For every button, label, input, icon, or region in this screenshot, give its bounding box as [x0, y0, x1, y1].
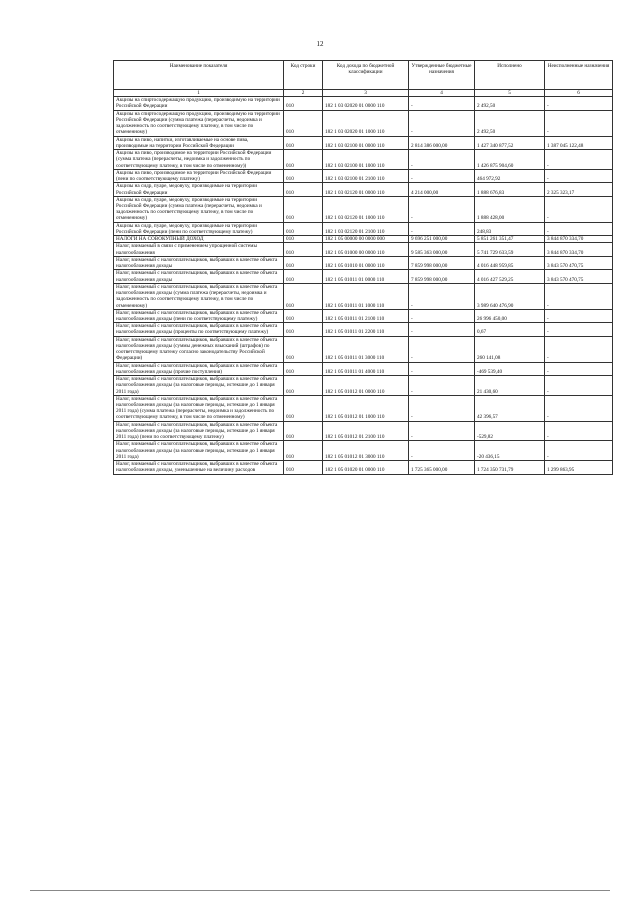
cell-unexecuted: 3 844 870 334,70: [545, 236, 613, 243]
cell-unexecuted: -: [545, 421, 613, 441]
cell-code: 010: [284, 196, 323, 222]
table-row: [114, 97, 613, 110]
cell-kbk: 182 1 03 02120 01 2100 110: [323, 222, 409, 235]
cell-kbk: 182 1 05 01011 01 0000 110: [323, 270, 409, 283]
cell-executed: 2 492,50: [475, 97, 545, 110]
cell-executed: 21 430,60: [475, 376, 545, 396]
cell-kbk: 182 1 05 00000 00 0000 000: [323, 236, 409, 243]
cell-kbk: 182 1 03 02020 01 1000 110: [323, 110, 409, 136]
cell-executed: 1 888 428,00: [475, 196, 545, 222]
cell-name: Налог, взимаемый с налогоплательщиков, выбравших в качестве объекта налогообложения доходы (суммы денежных взысканий (штрафов) по соответствующему платежу согласно законодательству Российской Федерации): [114, 336, 284, 362]
cell-approved: 2 814 386 000,00: [409, 136, 475, 149]
cell-code: 010: [284, 441, 323, 461]
cell-name: Налог, взимаемый в связи с применением упрощенной системы налогообложения: [114, 243, 284, 256]
cell-code: 010: [284, 110, 323, 136]
cell-code: 010: [284, 150, 323, 170]
table-row: [114, 309, 613, 322]
cell-unexecuted: 1 387 045 122,48: [545, 136, 613, 149]
cell-approved: -: [409, 395, 475, 421]
cell-executed: 1 427 340 877,52: [475, 136, 545, 149]
cell-name: Налог, взимаемый с налогоплательщиков, выбравших в качестве объекта налогообложения доходы (за налоговые периоды, истекшие до 1 января 2011 года) (сумма платежа (перерасчеты, недоимка и задолженность по соответствующему платежу, в том числе по отмененному): [114, 395, 284, 421]
cell-approved: -: [409, 97, 475, 110]
cell-kbk: 182 1 05 01012 01 0000 110: [323, 376, 409, 396]
cell-unexecuted: -: [545, 376, 613, 396]
cell-executed: 248,83: [475, 222, 545, 235]
cell-name: Налог, взимаемый с налогоплательщиков, выбравших в качестве объекта налогообложения доходы (пени по соответствующему платежу): [114, 309, 284, 322]
table-row: [114, 283, 613, 309]
cell-unexecuted: 3 843 570 470,75: [545, 256, 613, 269]
cell-executed: 2 492,50: [475, 110, 545, 136]
table-row: [114, 196, 613, 222]
footer-divider: [30, 890, 610, 891]
cell-name: Налог, взимаемый с налогоплательщиков, выбравших в качестве объекта налогообложения доходы (за налоговые периоды, истекшие до 1 января 2011 года): [114, 441, 284, 461]
table-row: [114, 169, 613, 182]
table-row: [114, 150, 613, 170]
table-row: [114, 256, 613, 269]
column-number: 4: [409, 90, 475, 97]
cell-executed: 4 016 448 959,85: [475, 256, 545, 269]
cell-kbk: 182 1 05 01011 01 1000 110: [323, 283, 409, 309]
header-line-code: Код строки: [284, 61, 323, 90]
table-row: [114, 183, 613, 196]
cell-kbk: 182 1 03 02120 01 0000 110: [323, 183, 409, 196]
cell-unexecuted: 3 843 570 470,75: [545, 270, 613, 283]
cell-name: Акцизы на спиртосодержащую продукцию, производимую на территории Российской Федерации (сумма платежа (перерасчеты, недоимка и задолженность по соответствующему платежу, в том числе по отмененному): [114, 110, 284, 136]
cell-executed: 42 396,57: [475, 395, 545, 421]
cell-unexecuted: 2 325 323,17: [545, 183, 613, 196]
cell-unexecuted: -: [545, 150, 613, 170]
cell-unexecuted: -: [545, 441, 613, 461]
table-row: [114, 110, 613, 136]
page-number: 12: [316, 40, 324, 48]
cell-executed: 1 724 350 731,79: [475, 461, 545, 474]
cell-executed: 3 989 640 476,90: [475, 283, 545, 309]
cell-approved: -: [409, 376, 475, 396]
column-number-row: [114, 90, 613, 97]
cell-unexecuted: -: [545, 283, 613, 309]
cell-executed: 5 851 261 351,47: [475, 236, 545, 243]
cell-executed: 5 741 729 633,59: [475, 243, 545, 256]
column-number: 1: [114, 90, 284, 97]
cell-name: Налог, взимаемый с налогоплательщиков, выбравших в качестве объекта налогообложения доходы (за налоговые периоды, истекшие до 1 января 2011 года): [114, 376, 284, 396]
cell-executed: 464 972,92: [475, 169, 545, 182]
cell-unexecuted: -: [545, 336, 613, 362]
table-header-row: [114, 61, 613, 90]
cell-code: 010: [284, 323, 323, 336]
cell-name: Налог, взимаемый с налогоплательщиков, выбравших в качестве объекта налогообложения доходы, уменьшенные на величину расходов: [114, 461, 284, 474]
cell-approved: -: [409, 421, 475, 441]
cell-code: 010: [284, 243, 323, 256]
header-unexecuted: Неисполненные назначения: [545, 61, 613, 90]
table-row: [114, 270, 613, 283]
cell-name: Налог, взимаемый с налогоплательщиков, выбравших в качестве объекта налогообложения доходы (за налоговые периоды, истекшие до 1 января 2011 года) (пени по соответствующему платежу): [114, 421, 284, 441]
cell-unexecuted: -: [545, 362, 613, 375]
cell-code: 010: [284, 169, 323, 182]
cell-name: Акцизы на пиво, производимое на территории Российской Федерации (сумма платежа (перерасчеты, недоимка и задолженность по соответствующему платежу, в том числе по отмененному)): [114, 150, 284, 170]
cell-approved: -: [409, 441, 475, 461]
table-row: [114, 236, 613, 243]
cell-approved: 1 725 365 000,00: [409, 461, 475, 474]
cell-code: 010: [284, 309, 323, 322]
cell-kbk: 182 1 05 01012 01 1000 110: [323, 395, 409, 421]
cell-code: 010: [284, 136, 323, 149]
cell-approved: -: [409, 362, 475, 375]
table-row: [114, 362, 613, 375]
cell-name: Акцизы на спиртосодержащую продукцию, производимую на территории Российской Федерации: [114, 97, 284, 110]
cell-approved: -: [409, 196, 475, 222]
cell-name: Акцизы на сидр, пуаре, медовуху, производимые на территории Российской Федерации (пени по соответствующему платежу): [114, 222, 284, 235]
cell-kbk: 182 1 05 01020 01 0000 110: [323, 461, 409, 474]
cell-approved: 9 696 251 000,00: [409, 236, 475, 243]
cell-code: 010: [284, 97, 323, 110]
cell-approved: 7 859 998 000,00: [409, 270, 475, 283]
cell-executed: 0,67: [475, 323, 545, 336]
cell-unexecuted: 1 299 863,95: [545, 461, 613, 474]
cell-kbk: 182 1 05 01011 01 4000 110: [323, 362, 409, 375]
cell-approved: 9 585 363 000,00: [409, 243, 475, 256]
cell-name: НАЛОГИ НА СОВОКУПНЫЙ ДОХОД: [114, 236, 284, 243]
cell-code: 010: [284, 283, 323, 309]
column-number: 2: [284, 90, 323, 97]
cell-unexecuted: -: [545, 110, 613, 136]
cell-unexecuted: -: [545, 323, 613, 336]
table-row: [114, 323, 613, 336]
cell-code: 010: [284, 336, 323, 362]
cell-kbk: 182 1 05 01012 01 3000 110: [323, 441, 409, 461]
column-number: 3: [323, 90, 409, 97]
cell-unexecuted: 3 844 870 334,70: [545, 243, 613, 256]
cell-approved: -: [409, 283, 475, 309]
cell-approved: -: [409, 336, 475, 362]
header-executed: Исполнено: [475, 61, 545, 90]
cell-unexecuted: -: [545, 169, 613, 182]
table-row: [114, 421, 613, 441]
cell-name: Акцизы на пиво, напитки, изготавливаемые на основе пива, производимые на территории Российской Федерации: [114, 136, 284, 149]
column-number: 6: [545, 90, 613, 97]
cell-name: Налог, взимаемый с налогоплательщиков, выбравших в качестве объекта налогообложения доходы (сумма платежа (перерасчеты, недоимка и задолженность по соответствующему платежу, в том числе по отмененному): [114, 283, 284, 309]
cell-code: 010: [284, 362, 323, 375]
cell-approved: -: [409, 169, 475, 182]
table-row: [114, 376, 613, 396]
cell-unexecuted: -: [545, 196, 613, 222]
cell-executed: 4 016 427 529,25: [475, 270, 545, 283]
cell-kbk: 182 1 05 01012 01 2100 110: [323, 421, 409, 441]
cell-kbk: 182 1 05 01011 01 3000 110: [323, 336, 409, 362]
cell-code: 010: [284, 183, 323, 196]
table-row: [114, 243, 613, 256]
table-row: [114, 136, 613, 149]
header-approved: Утвержденные бюджетные назначения: [409, 61, 475, 90]
cell-executed: 260 141,08: [475, 336, 545, 362]
revenue-table: [113, 60, 613, 475]
cell-name: Налог, взимаемый с налогоплательщиков, выбравших в качестве объекта налогообложения доходы (прочие поступления): [114, 362, 284, 375]
cell-name: Налог, взимаемый с налогоплательщиков, выбравших в качестве объекта налогообложения доходы: [114, 270, 284, 283]
cell-kbk: 182 1 03 02100 01 0000 110: [323, 136, 409, 149]
table-row: [114, 461, 613, 474]
cell-kbk: 182 1 03 02100 01 2100 110: [323, 169, 409, 182]
cell-kbk: 182 1 05 01011 01 2100 110: [323, 309, 409, 322]
cell-code: 010: [284, 236, 323, 243]
cell-name: Налог, взимаемый с налогоплательщиков, выбравших в качестве объекта налогообложения доходы (проценты по соответствующему платежу): [114, 323, 284, 336]
header-indicator-name: Наименование показателя: [114, 61, 284, 90]
cell-name: Акцизы на сидр, пуаре, медовуху, производимые на территории Российской Федерации: [114, 183, 284, 196]
cell-executed: -20 436,15: [475, 441, 545, 461]
column-number: 5: [475, 90, 545, 97]
cell-kbk: 182 1 03 02120 01 1000 110: [323, 196, 409, 222]
table-body: [114, 97, 613, 474]
cell-code: 010: [284, 376, 323, 396]
cell-approved: -: [409, 150, 475, 170]
cell-code: 010: [284, 421, 323, 441]
cell-code: 010: [284, 256, 323, 269]
cell-kbk: 182 1 05 01011 01 2200 110: [323, 323, 409, 336]
cell-unexecuted: -: [545, 97, 613, 110]
table-row: [114, 395, 613, 421]
cell-unexecuted: -: [545, 395, 613, 421]
cell-executed: 1 426 875 904,60: [475, 150, 545, 170]
header-budget-code: Код дохода по бюджетной классификации: [323, 61, 409, 90]
cell-approved: -: [409, 222, 475, 235]
cell-executed: 1 888 676,83: [475, 183, 545, 196]
cell-name: Акцизы на сидр, пуаре, медовуху, производимые на территории Российской Федерации (сумма платежа (перерасчеты, недоимка и задолженность по соответствующему платежу, в том числе по отмененному): [114, 196, 284, 222]
cell-executed: 26 996 450,00: [475, 309, 545, 322]
table-row: [114, 222, 613, 235]
cell-code: 010: [284, 270, 323, 283]
table-row: [114, 441, 613, 461]
cell-unexecuted: -: [545, 222, 613, 235]
cell-name: Акцизы на пиво, производимое на территории Российской Федерации (пени по соответствующему платежу): [114, 169, 284, 182]
cell-approved: -: [409, 309, 475, 322]
cell-name: Налог, взимаемый с налогоплательщиков, выбравших в качестве объекта налогообложения доходы: [114, 256, 284, 269]
cell-kbk: 182 1 05 01010 01 0000 110: [323, 256, 409, 269]
cell-approved: -: [409, 110, 475, 136]
cell-approved: 4 214 000,00: [409, 183, 475, 196]
cell-approved: 7 859 998 000,00: [409, 256, 475, 269]
cell-kbk: 182 1 05 01000 00 0000 110: [323, 243, 409, 256]
cell-code: 010: [284, 461, 323, 474]
cell-code: 010: [284, 222, 323, 235]
cell-executed: -529,82: [475, 421, 545, 441]
cell-executed: -469 539,40: [475, 362, 545, 375]
cell-kbk: 182 1 03 02020 01 0000 110: [323, 97, 409, 110]
cell-kbk: 182 1 03 02100 01 1000 110: [323, 150, 409, 170]
cell-approved: -: [409, 323, 475, 336]
cell-code: 010: [284, 395, 323, 421]
cell-unexecuted: -: [545, 309, 613, 322]
table-row: [114, 336, 613, 362]
